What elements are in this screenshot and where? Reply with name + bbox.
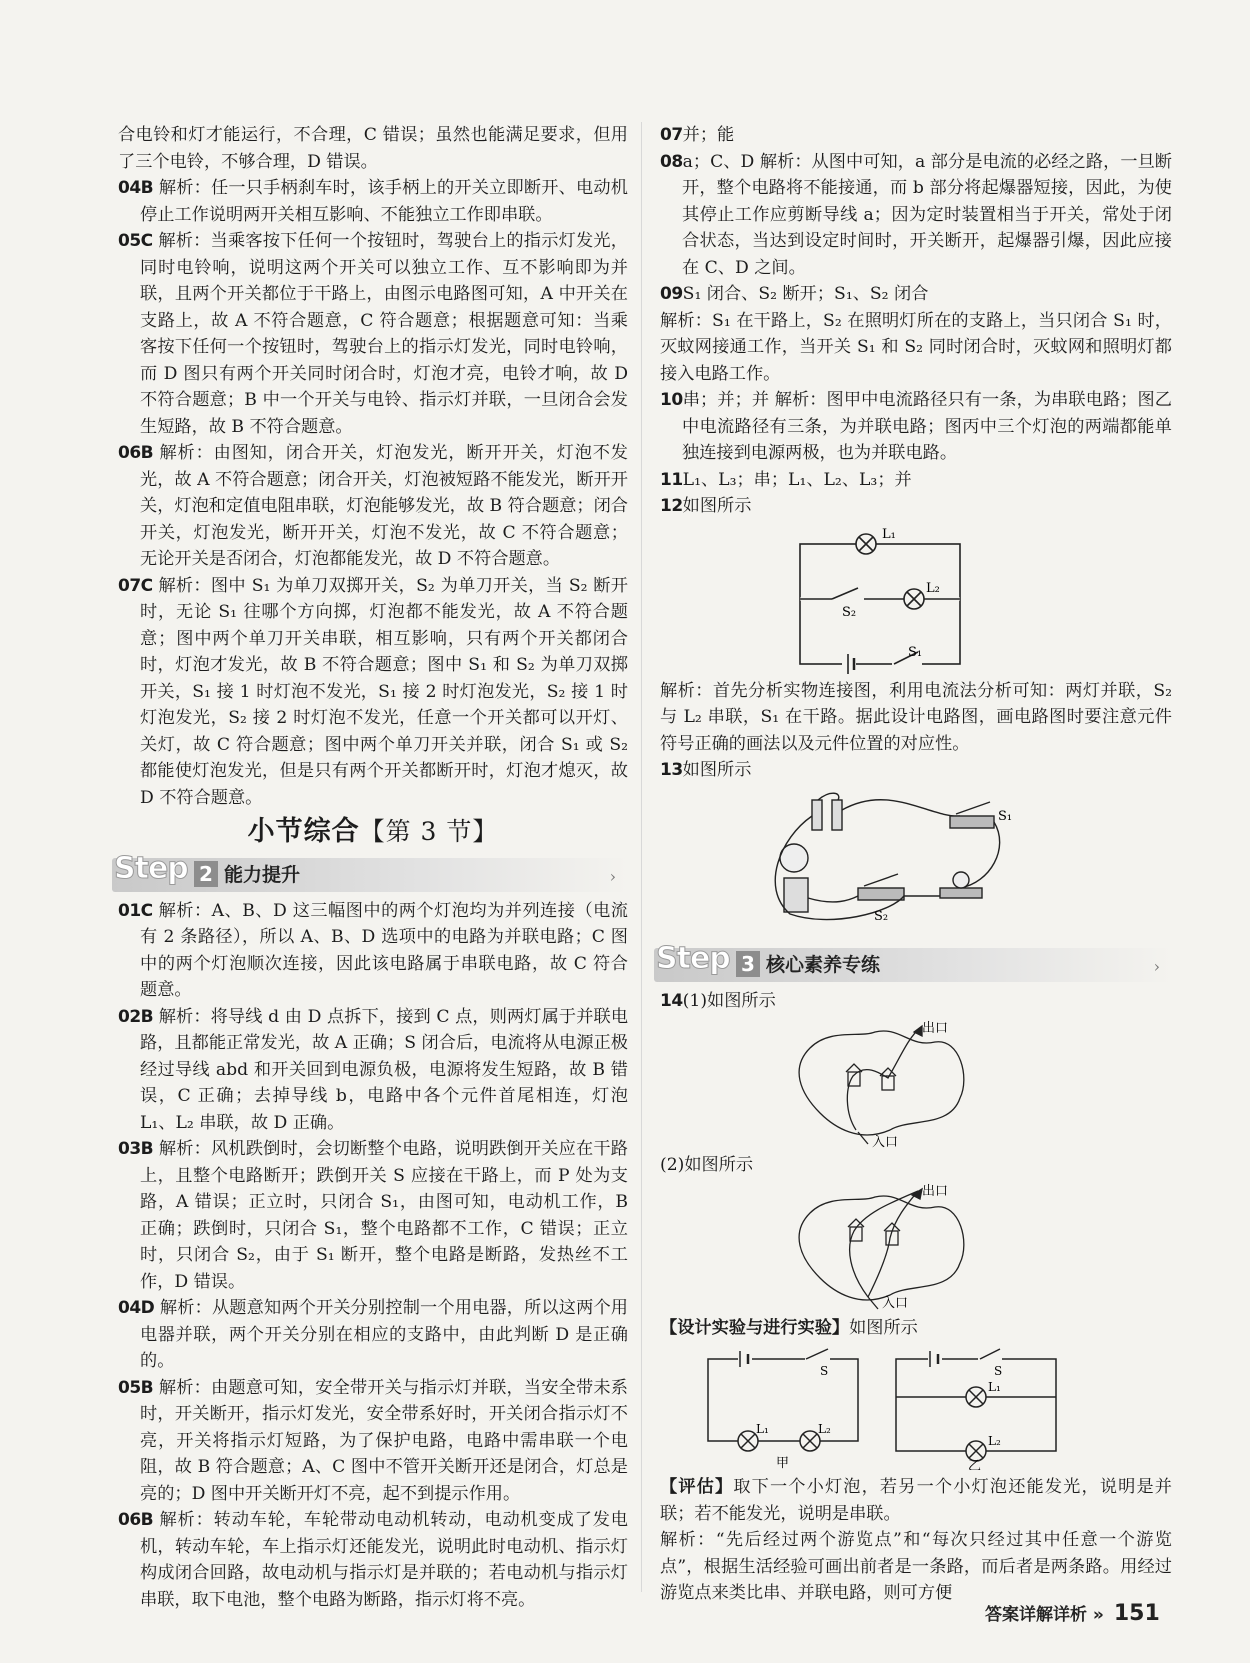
design-experiment: 【设计实验与进行实验】如图所示 — [660, 1317, 918, 1338]
step-word: Step — [656, 940, 730, 976]
route-line-2 — [868, 1191, 918, 1297]
answer-text: 解析：图中 S₁ 为单刀双掷开关，S₂ 为单刀开关，当 S₂ 断开时，无论 S₁ 往哪个方向掷，灯泡都不能发光，故 A 不符合题意；图中两个单刀开关串联，相互影响，只有两个开关都闭合时，灯泡才发光，故 B 不符合题意；图中 S₁ 和 S₂ 为单刀双掷开关，S₁ 接 1 时灯泡不发光，S₁ 接 2 时灯泡发光，S₂ 接 1 时灯泡发光，S₂ 接 2 时灯泡不发光，任意一个开关都可以开灯、关灯，故 C 符合题意；图中两个单刀开关并联，闭合 S₁ 或 S₂ 都能使灯泡发光，但是只有两个开关都断开时，灯泡才熄灭，故 D 不符合题意。 — [140, 575, 628, 808]
answer-list-b — [118, 898, 628, 1614]
label-s-jia: S — [820, 1364, 829, 1378]
question-number: 06 — [118, 1510, 141, 1530]
answer-item — [118, 898, 628, 1004]
section-title — [118, 816, 628, 847]
answer-list-a — [118, 175, 628, 811]
evaluation: 【评估】取下一个小灯泡，若另一个小灯泡还能发光，说明是并联；若不能发光，说明是串联。 — [660, 1477, 1172, 1524]
chevron-right-icon: › — [1153, 956, 1160, 976]
lamp-holder — [940, 888, 982, 898]
label-l2-yi: L₂ — [988, 1434, 1001, 1448]
right-column — [656, 122, 1172, 1607]
label-exit: 出口 — [922, 1183, 949, 1199]
step2-banner — [112, 850, 628, 892]
question-number: 06 — [118, 443, 141, 463]
page-number: 151 — [1113, 1601, 1160, 1626]
answer-letter: B — [140, 178, 154, 198]
answer-text: 解析：任一只手柄刹车时，该手柄上的开关立即断开、电动机停止工作说明两开关相互影响、不能独立工作即串联。 — [140, 178, 628, 225]
map-diagram-14-1 — [660, 1018, 1172, 1148]
label-entry: 入口 — [872, 1135, 899, 1148]
answer-letter: C — [140, 575, 153, 596]
answer-14-part2: (2)如图所示 — [660, 1155, 754, 1175]
intro-text: 合电铃和灯才能运行，不合理，C 错误；虽然也能满足要求，但用了三个电铃，不够合理，D 错误。 — [118, 125, 628, 172]
page-footer — [985, 1600, 1160, 1626]
answer-item — [118, 573, 628, 812]
answer-text: 解析：当乘客按下任何一个按钮时，驾驶台上的指示灯发光，同时电铃响，说明这两个开关可以独立工作、互不影响即为并联，且两个开关都位于干路上，由图示电路图可知，A 中开关在支路上，故 A 不符合题意，C 符合题意；根据题意可知：当乘客按下任何一个按钮时，驾驶台上的指示灯发光，同时电铃响，而 D 图只有两个开关同时闭合时，灯泡才亮，电铃才响，故 D 不符合题意；B 中一个开关与电铃、指示灯并联，一旦闭合会发生短路，故 B 不符合题意。 — [140, 231, 628, 437]
answer-letter: C — [140, 900, 153, 921]
step-word: Step — [114, 850, 188, 886]
answer-text: 解析：由题意可知，安全带开关与指示灯并联，当安全带未系时，开关断开，指示灯发光，安全带系好时，开关闭合指示灯不亮，开关将指示灯短路，为了保护电路，电路中需串联一个电阻，故 B 符合题意；A、C 图中不管开关断开还是闭合，灯总是亮的；D 图中开关断开灯不亮，起不到提示作用。 — [140, 1377, 628, 1504]
step-label: 能力提升 — [224, 863, 301, 886]
answer-letter: B — [140, 1139, 154, 1159]
lamp-bulb — [953, 872, 969, 888]
answer-item — [118, 1004, 628, 1137]
label-s2: S₂ — [874, 908, 889, 924]
switch-s1 — [950, 816, 994, 828]
answer-text: 解析：将导线 d 由 D 点拆下，接到 C 点，则两灯属于并联电路，且都能正常发光，故 A 正确；S 闭合后，电流将从电源正极经过导线 abd 和开关回到电源负极，电源将发生短路，故 B 错误，C 正确；去掉导线 b，电路中各个元件首尾相连，灯泡 L₁、L₂ 串联，故 D 正确。 — [140, 1006, 629, 1133]
step3-banner — [654, 940, 1172, 982]
series-circuit-outline — [708, 1359, 858, 1441]
label-exit: 出口 — [922, 1021, 949, 1036]
answer-text: 解析：由图知，闭合开关，灯泡发光，断开开关，灯泡不发光，故 A 不符合题意；闭合开关，灯泡被短路不能发光，断开开关，灯泡和定值电阻串联，灯泡能够发光，故 B 符合题意；闭合开关，灯泡发光，断开开关，灯泡不发光，故 C 不符合题意；无论开关是否闭合，灯泡都能发光，故 D 不符合题意。 — [140, 443, 628, 569]
section-title-sub: 【第 3 节】 — [359, 817, 499, 846]
park-outline — [799, 1195, 964, 1299]
question-number: 05 — [118, 1377, 141, 1398]
answer-13: 13如图所示 — [660, 760, 752, 780]
label-l2: L₂ — [926, 580, 940, 596]
route-line-1 — [850, 1191, 918, 1297]
answer-08: 08a；C、D 解析：从图中可知，a 部分是电流的必经之路，一旦断开，整个电路将不能接通，而 b 部分将起爆器短接，因此，为使其停止工作应剪断导线 a；因为定时装置相当于开关，常处于闭合状态，当达到设定时间时，开关断开，起爆器引爆，因此应接在 C、D 之间。 — [660, 151, 1172, 278]
label-l1-jia: L₁ — [756, 1422, 769, 1436]
question-number: 01 — [118, 900, 141, 921]
answer-11: 11L₁、L₃；串；L₁、L₂、L₃；并 — [660, 469, 912, 490]
answer-10: 10串；并；并 解析：图甲中电流路径只有一条，为串联电路；图乙中电流路径有三条，为并联电路；图丙中三个灯泡的两端都能单独连接到电源两极，也为并联电路。 — [660, 390, 1172, 463]
answer-letter: D — [140, 1298, 155, 1318]
double-chevron-icon: » — [1092, 1605, 1104, 1625]
answer-item — [118, 1136, 628, 1295]
question-number: 04 — [118, 178, 141, 198]
answer-item — [118, 1375, 628, 1508]
outer-wire — [800, 544, 960, 664]
label-s-yi: S — [994, 1364, 1003, 1378]
label-s1: S₁ — [908, 644, 923, 660]
column-divider — [641, 122, 642, 1592]
label-l2-jia: L₂ — [818, 1422, 831, 1436]
answer-text: 解析：从题意知两个开关分别控制一个用电器，所以这两个用电器并联，两个开关分别在相应的支路中，由此判断 D 是正确的。 — [140, 1298, 628, 1371]
question-number: 05 — [118, 231, 141, 251]
chevron-right-icon: › — [609, 866, 616, 886]
answer-12-analysis: 解析：首先分析实物连接图，利用电流法分析可知：两灯并联，S₂ 与 L₂ 串联，S₁ 在干路。据此设计电路图，画电路图时要注意元件符号正确的画法以及元件位置的对应性。 — [660, 680, 1172, 754]
answer-text: 解析：A、B、D 这三幅图中的两个灯泡均为并列连接（电流有 2 条路径），所以 A、B、D 选项中的电路为并联电路；C 图中的两个灯泡顺次连接，因此该电路属于串联电路，故 C 符合题意。 — [140, 900, 628, 1000]
answer-item — [118, 175, 628, 228]
circuit-diagrams-design — [660, 1345, 1172, 1470]
answer-item — [118, 1295, 628, 1375]
step-number: 2 — [194, 861, 218, 887]
label-l1-yi: L₁ — [988, 1380, 1001, 1394]
answer-letter: B — [140, 443, 154, 463]
answer-item — [118, 440, 628, 573]
section-title-main: 小节综合 — [247, 816, 360, 847]
battery-cell-2 — [832, 800, 842, 830]
question-number: 03 — [118, 1139, 141, 1159]
label-s1: S₁ — [998, 808, 1013, 824]
label-jia: 甲 — [776, 1456, 790, 1470]
answer-letter: C — [140, 231, 153, 251]
question-number: 04 — [118, 1298, 141, 1318]
answer-item — [118, 1507, 628, 1613]
answer-09: 09S₁ 闭合、S₂ 断开；S₁、S₂ 闭合 — [660, 284, 929, 304]
question-number: 02 — [118, 1006, 141, 1027]
step-label: 核心素养专练 — [766, 953, 881, 976]
left-column — [114, 122, 629, 1613]
switch-s2-blade — [832, 588, 858, 599]
label-yi: 乙 — [968, 1459, 982, 1470]
step-number: 3 — [736, 951, 760, 977]
label-entry: 入口 — [882, 1295, 909, 1311]
switch-s2 — [858, 888, 904, 900]
circuit-diagram-12 — [660, 524, 1172, 674]
final-analysis: 解析：“先后经过两个游览点”和“每次只经过其中任意一个游览点”，根据生活经验可画出前者是一条路，而后者是两条路。用经过游览点来类比串、并联电路，则可方便 — [660, 1530, 1172, 1603]
label-l1: L₁ — [882, 526, 896, 542]
answer-07: 07并；能 — [660, 125, 735, 145]
label-s2: S₂ — [842, 604, 857, 620]
answer-text: 解析：风机跌倒时，会切断整个电路，说明跌倒开关应在干路上，且整个电路断开；跌倒开关 S 应接在干路上，而 P 处为支路，A 错误；正立时，只闭合 S₁，由图可知，电动机工作，B 正确；跌倒时，只闭合 S₁，整个电路都不工作，C 错误；正立时，只闭合 S₂，由于 S₁ 断开，整个电路是断路，发热丝不工作，D 错误。 — [140, 1139, 628, 1292]
answer-letter: B — [140, 1377, 154, 1398]
bell-base — [784, 878, 808, 912]
footer-label: 答案详解详析 — [985, 1605, 1087, 1625]
answer-text: 解析：转动车轮，车轮带动电动机转动，电动机变成了发电机，转动车轮，车上指示灯还能发光，说明此时电动机、指示灯构成闭合回路，故电动机与指示灯是并联的；若电动机与指示灯串联，取下电池，整个电路为断路，指示灯将不亮。 — [140, 1510, 628, 1610]
route-line — [847, 1028, 920, 1130]
physical-circuit-13 — [660, 788, 1172, 938]
question-number: 07 — [118, 575, 141, 596]
answer-letter: B — [140, 1510, 154, 1530]
answer-letter: B — [140, 1006, 154, 1027]
answer-12: 12如图所示 — [660, 496, 752, 516]
answer-item — [118, 228, 628, 440]
answer-14-part1: 14(1)如图所示 — [660, 990, 776, 1011]
battery-cell-1 — [812, 800, 822, 830]
answer-09-analysis: 解析：S₁ 在干路上，S₂ 在照明灯所在的支路上，当只闭合 S₁ 时，灭蚊网接通工作，当开关 S₁ 和 S₂ 同时闭合时，灭蚊网和照明灯都接入电路工作。 — [660, 310, 1172, 384]
map-diagram-14-2 — [660, 1183, 1172, 1311]
